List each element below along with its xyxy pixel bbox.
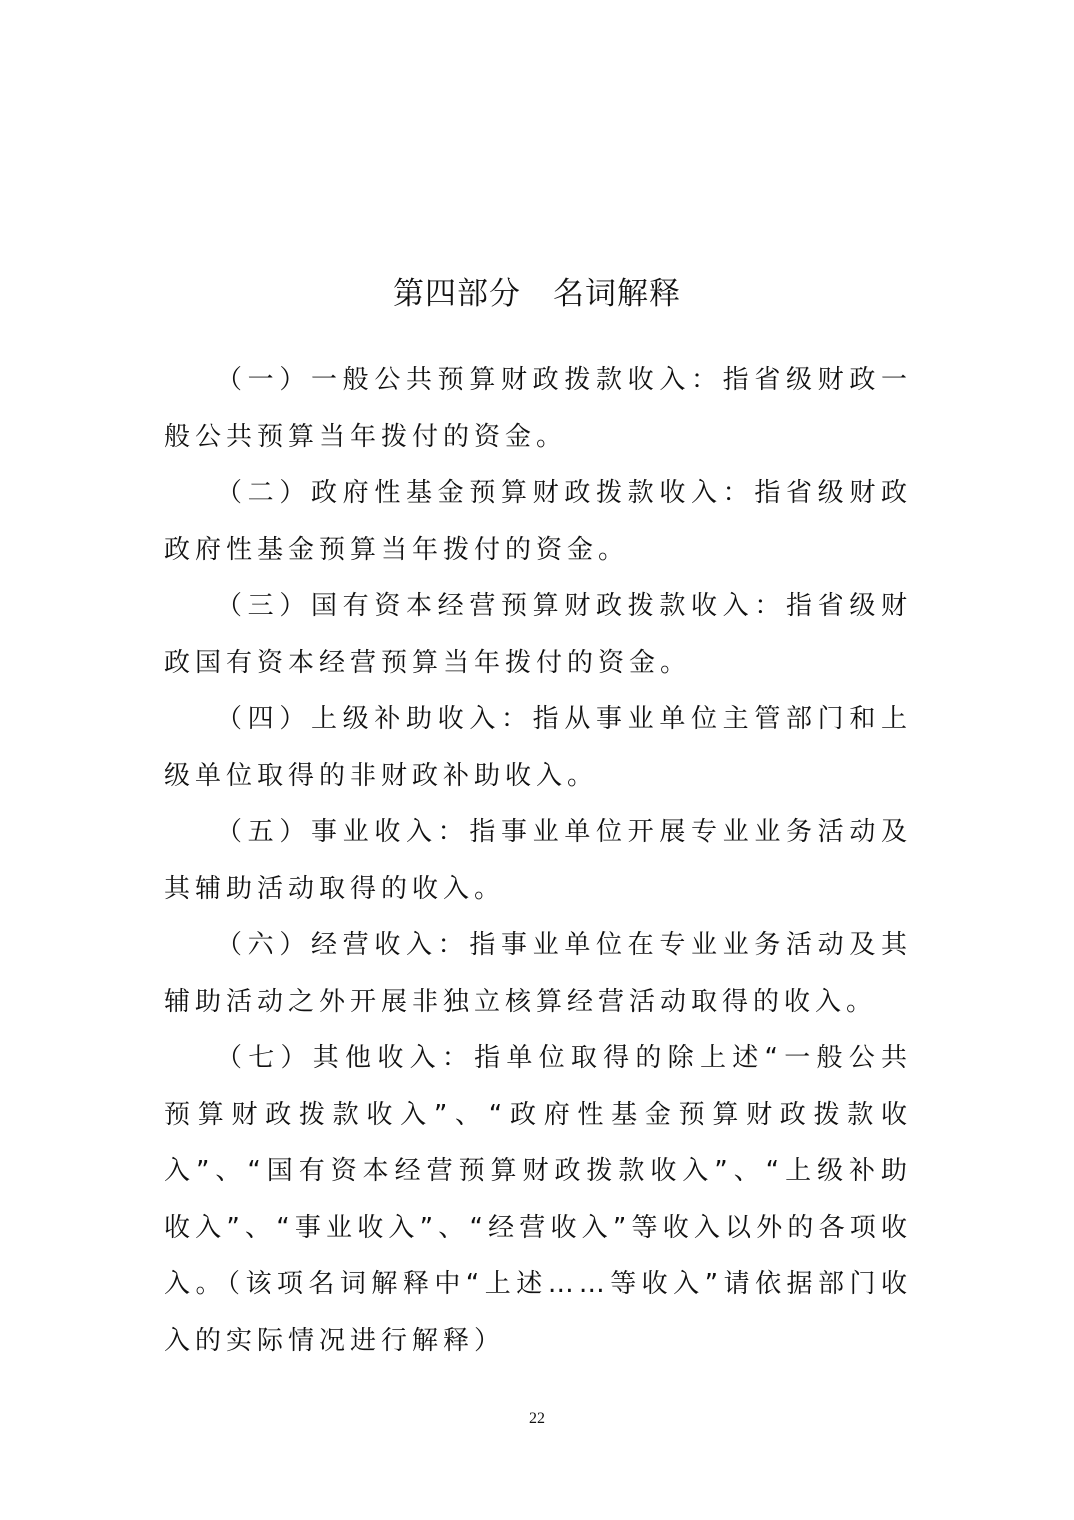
page-number: 22 bbox=[529, 1410, 545, 1427]
section-title: 第四部分 名词解释 bbox=[393, 276, 681, 312]
definition-paragraph-7: （七）其他收入：指单位取得的除上述“一般公共预算财政拨款收入”、“政府性基金预算财政拨款收入”、“国有资本经营预算财政拨款收入”、“上级补助收入”、“事业收入”、“经营收入”等收入以外的各项收入。（该项名词解释中“上述……等收入”请依据部门收入的实际情况进行解释） bbox=[164, 1043, 912, 1356]
definitions-body bbox=[164, 352, 912, 1369]
definition-paragraph-5: （五）事业收入：指事业单位开展专业业务活动及其辅助活动取得的收入。 bbox=[164, 817, 912, 904]
definition-paragraph-1: （一）一般公共预算财政拨款收入：指省级财政一般公共预算当年拨付的资金。 bbox=[164, 365, 912, 452]
definition-paragraph-4: （四）上级补助收入：指从事业单位主管部门和上级单位取得的非财政补助收入。 bbox=[164, 704, 912, 791]
definition-paragraph-3: （三）国有资本经营预算财政拨款收入：指省级财政国有资本经营预算当年拨付的资金。 bbox=[164, 591, 912, 678]
definition-paragraph-2: （二）政府性基金预算财政拨款收入：指省级财政政府性基金预算当年拨付的资金。 bbox=[164, 478, 912, 565]
definition-paragraph-6: （六）经营收入：指事业单位在专业业务活动及其辅助活动之外开展非独立核算经营活动取得的收入。 bbox=[164, 930, 912, 1017]
